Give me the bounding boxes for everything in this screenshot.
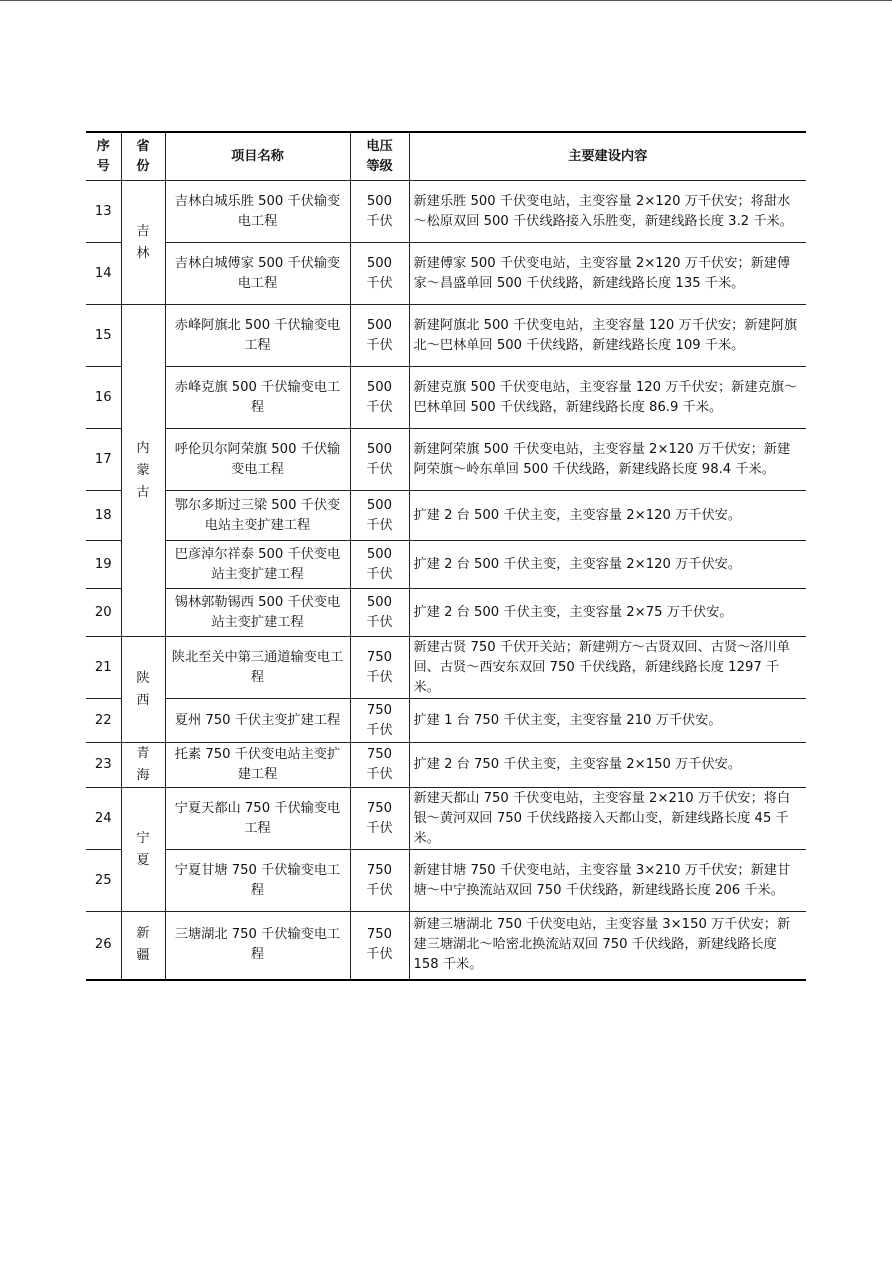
cell-construction-content: 扩建 2 台 500 千伏主变，主变容量 2×120 万千伏安。 (409, 541, 806, 589)
cell-seq: 25 (86, 850, 121, 912)
cell-construction-content: 扩建 2 台 750 千伏主变，主变容量 2×150 万千伏安。 (409, 743, 806, 788)
header-province: 省份 (121, 132, 165, 181)
cell-construction-content: 新建三塘湖北 750 千伏变电站，主变容量 3×150 万千伏安；新建三塘湖北～哈密北换流站双回 750 千伏线路，新建线路长度 158 千米。 (409, 912, 806, 980)
cell-seq: 26 (86, 912, 121, 980)
cell-province (121, 637, 165, 743)
voltage-label: 750 千伏 (366, 649, 393, 685)
table-row (86, 429, 806, 491)
voltage-label: 750 千伏 (366, 927, 393, 963)
cell-construction-content: 新建乐胜 500 千伏变电站，主变容量 2×120 万千伏安；将甜水～松原双回 500 千伏线路接入乐胜变，新建线路长度 3.2 千米。 (409, 181, 806, 243)
table-row (86, 589, 806, 637)
cell-project-name: 宁夏甘塘 750 千伏输变电工程 (165, 850, 350, 912)
cell-construction-content: 扩建 2 台 500 千伏主变，主变容量 2×120 万千伏安。 (409, 491, 806, 541)
cell-project-name: 赤峰克旗 500 千伏输变电工程 (165, 367, 350, 429)
cell-seq: 13 (86, 181, 121, 243)
cell-voltage (350, 243, 409, 305)
cell-construction-content: 新建甘塘 750 千伏变电站，主变容量 3×210 万千伏安；新建甘塘～中宁换流站双回 750 千伏线路，新建线路长度 206 千米。 (409, 850, 806, 912)
table-row (86, 699, 806, 743)
header-name: 项目名称 (165, 132, 350, 181)
cell-project-name: 锡林郭勒锡西 500 千伏变电站主变扩建工程 (165, 589, 350, 637)
cell-seq: 15 (86, 305, 121, 367)
table-row (86, 491, 806, 541)
cell-voltage (350, 367, 409, 429)
cell-province (121, 305, 165, 637)
cell-voltage (350, 637, 409, 699)
page-top-border (0, 0, 892, 1)
cell-voltage (350, 912, 409, 980)
province-label: 青海 (136, 746, 150, 783)
cell-seq: 17 (86, 429, 121, 491)
cell-project-name: 巴彦淖尔祥泰 500 千伏变电站主变扩建工程 (165, 541, 350, 589)
province-label: 新疆 (136, 926, 150, 964)
cell-voltage (350, 305, 409, 367)
table-row (86, 181, 806, 243)
voltage-label: 750 千伏 (366, 862, 393, 898)
table-header-row (86, 132, 806, 181)
province-label: 吉林 (136, 223, 150, 261)
cell-construction-content: 扩建 1 台 750 千伏主变，主变容量 210 万千伏安。 (409, 699, 806, 743)
cell-project-name: 托素 750 千伏变电站主变扩建工程 (165, 743, 350, 788)
cell-seq: 21 (86, 637, 121, 699)
voltage-label: 500 千伏 (366, 317, 393, 353)
cell-seq: 20 (86, 589, 121, 637)
table-row (86, 637, 806, 699)
voltage-label: 500 千伏 (366, 379, 393, 415)
voltage-label: 500 千伏 (366, 546, 393, 582)
cell-construction-content: 新建克旗 500 千伏变电站，主变容量 120 万千伏安；新建克旗～巴林单回 500 千伏线路，新建线路长度 86.9 千米。 (409, 367, 806, 429)
cell-voltage (350, 491, 409, 541)
voltage-label: 500 千伏 (366, 497, 393, 533)
cell-voltage (350, 541, 409, 589)
cell-voltage (350, 181, 409, 243)
table-row (86, 912, 806, 980)
voltage-label: 500 千伏 (366, 193, 393, 229)
voltage-label: 750 千伏 (366, 702, 393, 738)
table-row (86, 367, 806, 429)
table-row (86, 850, 806, 912)
header-content: 主要建设内容 (409, 132, 806, 181)
voltage-label: 750 千伏 (366, 747, 393, 782)
cell-project-name: 鄂尔多斯过三梁 500 千伏变电站主变扩建工程 (165, 491, 350, 541)
cell-province (121, 743, 165, 788)
cell-project-name: 吉林白城傅家 500 千伏输变电工程 (165, 243, 350, 305)
cell-seq: 14 (86, 243, 121, 305)
cell-seq: 18 (86, 491, 121, 541)
cell-project-name: 宁夏天都山 750 千伏输变电工程 (165, 788, 350, 850)
cell-seq: 19 (86, 541, 121, 589)
table-row (86, 743, 806, 788)
cell-project-name: 赤峰阿旗北 500 千伏输变电工程 (165, 305, 350, 367)
cell-province (121, 912, 165, 980)
cell-project-name: 呼伦贝尔阿荣旗 500 千伏输变电工程 (165, 429, 350, 491)
cell-construction-content: 新建阿荣旗 500 千伏变电站，主变容量 2×120 万千伏安；新建阿荣旗～岭东单回 500 千伏线路，新建线路长度 98.4 千米。 (409, 429, 806, 491)
cell-construction-content: 新建天都山 750 千伏变电站，主变容量 2×210 万千伏安；将白银～黄河双回 750 千伏线路接入天都山变，新建线路长度 45 千米。 (409, 788, 806, 850)
cell-seq: 23 (86, 743, 121, 788)
cell-voltage (350, 743, 409, 788)
cell-project-name: 三塘湖北 750 千伏输变电工程 (165, 912, 350, 980)
cell-project-name: 夏州 750 千伏主变扩建工程 (165, 699, 350, 743)
cell-voltage (350, 429, 409, 491)
cell-construction-content: 新建古贤 750 千伏开关站；新建朔方～古贤双回、古贤～洛川单回、古贤～西安东双回 750 千伏线路，新建线路长度 1297 千米。 (409, 637, 806, 699)
cell-voltage (350, 850, 409, 912)
cell-voltage (350, 589, 409, 637)
cell-seq: 24 (86, 788, 121, 850)
table-row (86, 243, 806, 305)
voltage-label: 500 千伏 (366, 255, 393, 291)
cell-province (121, 181, 165, 305)
province-label: 陕西 (136, 670, 150, 708)
cell-construction-content: 新建傅家 500 千伏变电站，主变容量 2×120 万千伏安；新建傅家～昌盛单回 500 千伏线路，新建线路长度 135 千米。 (409, 243, 806, 305)
cell-seq: 22 (86, 699, 121, 743)
cell-construction-content: 扩建 2 台 500 千伏主变，主变容量 2×75 万千伏安。 (409, 589, 806, 637)
voltage-label: 500 千伏 (366, 441, 393, 477)
cell-project-name: 陕北至关中第三通道输变电工程 (165, 637, 350, 699)
voltage-label: 750 千伏 (366, 800, 393, 836)
cell-province (121, 788, 165, 912)
cell-voltage (350, 788, 409, 850)
header-seq: 序号 (86, 132, 121, 181)
table-row (86, 788, 806, 850)
header-voltage: 电压等级 (350, 132, 409, 181)
province-label: 宁夏 (136, 830, 150, 868)
table-row (86, 541, 806, 589)
cell-project-name: 吉林白城乐胜 500 千伏输变电工程 (165, 181, 350, 243)
cell-seq: 16 (86, 367, 121, 429)
voltage-label: 500 千伏 (366, 594, 393, 630)
province-label: 内蒙古 (136, 440, 150, 500)
table-row (86, 305, 806, 367)
project-table (86, 131, 806, 981)
cell-voltage (350, 699, 409, 743)
cell-construction-content: 新建阿旗北 500 千伏变电站，主变容量 120 万千伏安；新建阿旗北～巴林单回 500 千伏线路，新建线路长度 109 千米。 (409, 305, 806, 367)
